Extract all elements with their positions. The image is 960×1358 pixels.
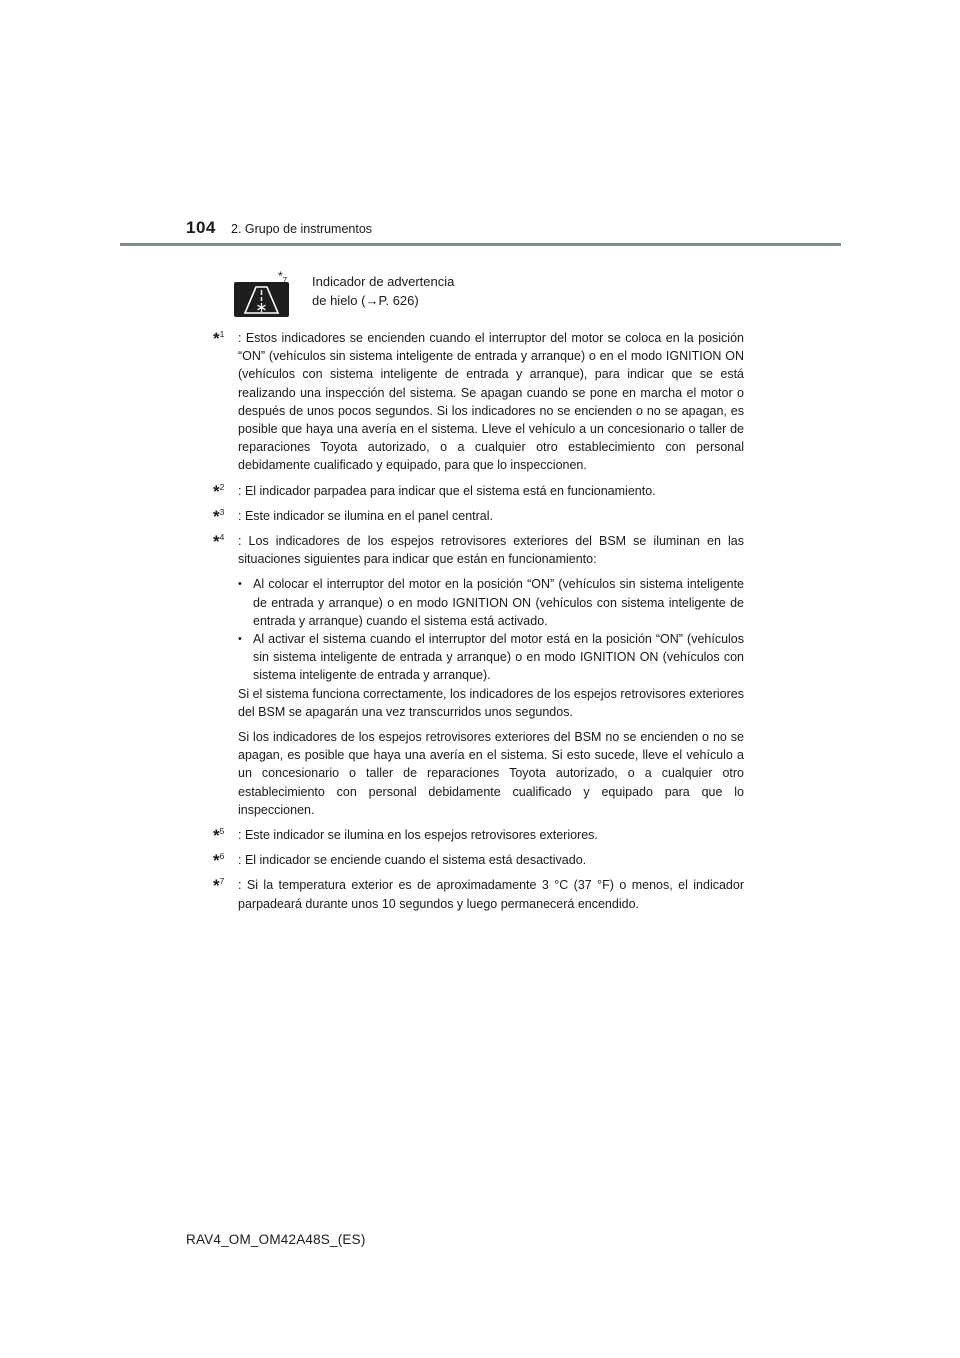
footnote-text: : El indicador parpadea para indicar que el sistema está en funcionamiento. [238, 483, 656, 498]
section-title: 2. Grupo de instrumentos [231, 222, 373, 236]
indicator-label-line2: de hielo (→P. 626) [312, 293, 419, 308]
footnote-text: : Si la temperatura exterior es de aproximadamente 3 °C (37 °F) o menos, el indicador parpadeará durante unos 10 segundos y luego permanecerá encendido. [238, 878, 744, 911]
document-code: RAV4_OM_OM42A48S_(ES) [186, 1232, 366, 1247]
indicator-footnote-mark: $*_7$ [278, 269, 288, 285]
footnote-text: : Estos indicadores se encienden cuando el interruptor del motor se coloca en la posición “ON” (vehículos sin sistema inteligente de entrada y arranque) o en el modo IGNITION ON (vehículos con sistema inteligente de entrada y arranque), para indicar que se está realizando una inspección del sistema. Se apagan cuando se pone en marcha el motor o después de unos pocos segundos. Si los indicadores no se encienden o no se apagan, es posible que haya una avería en el sistema. Lleve el vehículo a un concesionario o taller de reparaciones Toyota autorizado, o a cualquier otro establecimiento con personal debidamente cualificado y equipado, para que lo inspeccionen. [238, 331, 744, 473]
footnote-text: : El indicador se enciende cuando el sistema está desactivado. [238, 853, 587, 868]
footnote-number: 3 [219, 506, 225, 517]
footnote-number: 7 [219, 876, 225, 887]
footnote-number: 1 [219, 329, 225, 339]
footnote-number: 6 [219, 851, 225, 862]
footnote-paragraph: Si el sistema funciona correctamente, los indicadores de los espejos retrovisores exteriores del BSM se apagarán una vez transcurridos unos segundos. [238, 686, 744, 719]
ice-warning-icon [234, 282, 289, 317]
footnote-2: *$^2$ : El indicador parpadea para indicar que el sistema está en funcionamiento. [213, 482, 744, 500]
footnotes [213, 329, 744, 920]
footnote-4: *$^4$ : Los indicadores de los espejos retrovisores exteriores del BSM se iluminan en las situaciones siguientes para indicar que están en funcionamiento: • Al colocar el interruptor del motor en la posición “ON” (vehículos sin sistema inteligente de entrada y arranque) o en modo IGNITION ON (vehículos con sistema inteligente de entrada y arranque) cuando el sistema está activado. • Al activar el sistema cuando el interruptor del motor está en la posición “ON” (vehículos sin sistema inteligente de entrada y arranque) o en modo IGNITION ON (vehículos con sistema inteligente de entrada y arranque). Si el sistema funciona correctamente, los indicadores de los espejos retrovisores exteriores del BSM se apagarán una vez transcurridos unos segundos. Si los indicadores de los espejos retrovisores exteriores del BSM no se encienden o no se apagan, es posible que haya una avería en el sistema. Si esto sucede, lleve el vehículo a un concesionario o taller de reparaciones Toyota autorizado, o a cualquier otro establecimiento con personal debidamente cualificado y equipado para que lo inspeccionen. [213, 532, 744, 819]
footnote-text: : Este indicador se ilumina en el panel central. [238, 508, 494, 523]
footnote-7: *$^7$ : Si la temperatura exterior es de aproximadamente 3 °C (37 °F) o menos, el indicador parpadeará durante unos 10 segundos y luego permanecerá encendido. [213, 876, 744, 912]
footnote-number: 4 [219, 532, 225, 543]
bullet-item: • Al activar el sistema cuando el interruptor del motor está en la posición “ON” (vehículos sin sistema inteligente de entrada y arranque) o en modo IGNITION ON (vehículos con sistema inteligente de entrada y arranque). [238, 630, 744, 685]
footnote-number: 2 [219, 481, 225, 492]
footnote-6: *$^6$ : El indicador se enciende cuando el sistema está desactivado. [213, 851, 744, 869]
footnote-5: *$^5$ : Este indicador se ilumina en los espejos retrovisores exteriores. [213, 826, 744, 844]
footnote-text: : Este indicador se ilumina en los espejos retrovisores exteriores. [238, 828, 598, 843]
bullet-item: • Al colocar el interruptor del motor en la posición “ON” (vehículos sin sistema inteligente de entrada y arranque) o en modo IGNITION ON (vehículos con sistema inteligente de entrada y arranque) cuando el sistema está activado. [238, 575, 744, 630]
page-number: 104 [186, 218, 216, 237]
footnote-paragraph: Si los indicadores de los espejos retrovisores exteriores del BSM no se encienden o no se apagan, es posible que haya una avería en el sistema. Si esto sucede, lleve el vehículo a un concesionario o taller de reparaciones Toyota autorizado, o a cualquier otro establecimiento con personal debidamente cualificado y equipado para que lo inspeccionen. [238, 730, 744, 817]
indicator-row [234, 270, 744, 324]
footnote-1: *$^1$ : Estos indicadores se encienden cuando el interruptor del motor se coloca en la posición “ON” (vehículos sin sistema inteligente de entrada y arranque) o en el modo IGNITION ON (vehículos con sistema inteligente de entrada y arranque), para indicar que se está realizando una inspección del sistema. Se apagan cuando se pone en marcha el motor o después de unos pocos segundos. Si los indicadores no se encienden o no se apagan, es posible que haya una avería en el sistema. Lleve el vehículo a un concesionario o taller de reparaciones Toyota autorizado, o a cualquier otro establecimiento con personal debidamente cualificado y equipado, para que lo inspeccionen. [213, 329, 744, 475]
header-rule [120, 243, 841, 246]
footnote-number: 5 [219, 826, 225, 837]
indicator-label-line1: Indicador de advertencia [312, 274, 455, 289]
footnote-3: *$^3$ : Este indicador se ilumina en el panel central. [213, 507, 744, 525]
footnote-text: : Los indicadores de los espejos retrovisores exteriores del BSM se iluminan en las situaciones siguientes para indicar que están en funcionamiento: [238, 534, 744, 567]
indicator-label [312, 272, 454, 310]
footnote-4-bullets [238, 575, 744, 684]
